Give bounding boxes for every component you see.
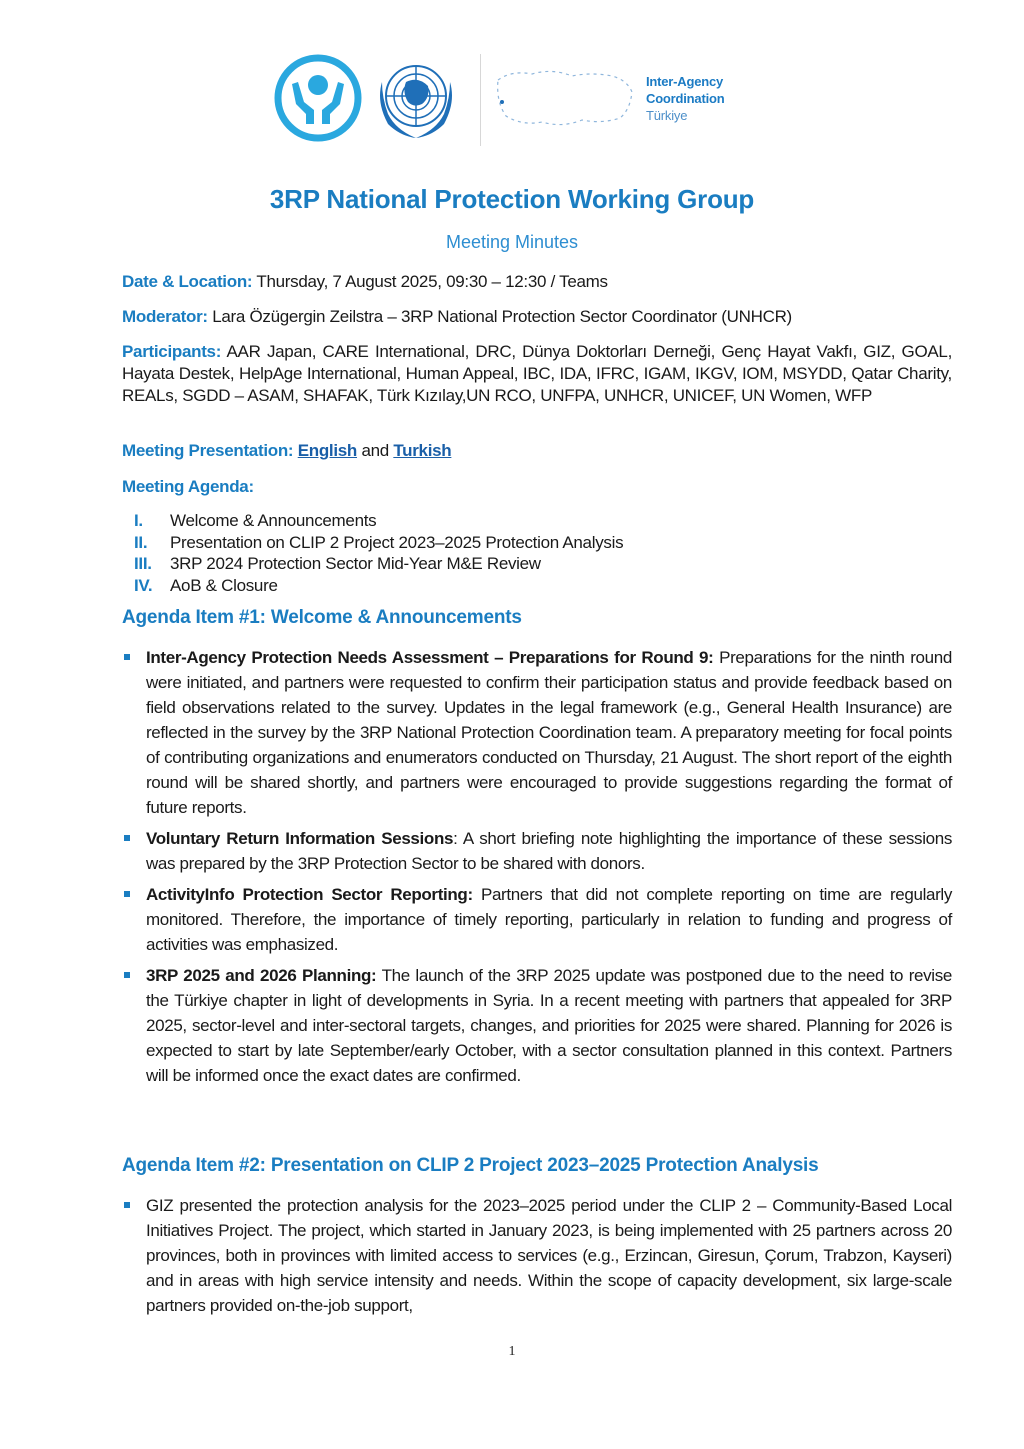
agenda-item <box>122 575 623 597</box>
iac-line-1: Inter-Agency <box>646 74 724 89</box>
bullet-text: Preparations for the ninth round were initiated, and partners were requested to confirm their participation status and provide feedback based on field observations related to the survey. Updates in the legal framework (e.g., General Health Insurance) are reflected in the survey by the 3RP National Protection Coordination team. A preparatory meeting for focal points of contributing organizations and enumerators conducted on Thursday, 21 August. The short report of the eighth round will be shared shortly, and partners were encouraged to provide suggestions regarding the format of future reports. <box>146 648 952 817</box>
unhcr-hands-icon <box>274 54 362 142</box>
section-heading-agenda-2: Agenda Item #2: Presentation on CLIP 2 Project 2023–2025 Protection Analysis <box>122 1155 819 1176</box>
agenda-text: 3RP 2024 Protection Sector Mid-Year M&E Review <box>170 554 541 573</box>
iac-line-3: Türkiye <box>646 108 688 123</box>
iac-logo-text <box>646 73 724 124</box>
agenda-text: Presentation on CLIP 2 Project 2023–2025 Protection Analysis <box>170 532 624 552</box>
date-location <box>122 271 952 293</box>
section-2-bullets <box>122 1193 952 1324</box>
bullet-text: Partners that did not complete reporting on time are regularly monitored. Therefore, the importance of timely reporting, particularly in relation to funding and progress of activities was emphasized. <box>146 885 952 954</box>
bullet-item <box>122 963 952 1088</box>
presentation-link-english[interactable]: English <box>297 441 358 460</box>
participants-label: Participants: <box>122 342 222 361</box>
presentation-link-turkish[interactable]: Turkish <box>393 441 452 460</box>
bullet-title: 3RP 2025 and 2026 Planning: <box>146 966 377 985</box>
date-label: Date & Location: <box>122 272 253 291</box>
agenda-text: AoB & Closure <box>170 575 278 595</box>
agenda-item <box>122 553 623 575</box>
bullet-item <box>122 826 952 876</box>
section-heading-agenda-1: Agenda Item #1: Welcome & Announcements <box>122 607 522 628</box>
agenda-number: IV. <box>134 575 153 595</box>
bullet-item <box>122 1193 952 1318</box>
section-1-bullets <box>122 645 952 1094</box>
bullet-item <box>122 882 952 957</box>
agenda-item <box>122 532 623 554</box>
agenda-heading <box>122 476 952 498</box>
bullet-title: ActivityInfo Protection Sector Reporting: <box>146 885 473 904</box>
bullet-square-icon <box>124 891 130 897</box>
bullet-title: Inter-Agency Protection Needs Assessment – Preparations for Round 9: <box>146 648 714 667</box>
un-emblem-icon <box>370 52 462 144</box>
turkiye-map-icon <box>492 62 637 134</box>
bullet-item <box>122 645 952 820</box>
bullet-square-icon <box>124 654 130 660</box>
header-logos <box>274 52 744 147</box>
iac-line-2: Coordination <box>646 91 725 106</box>
logo-divider <box>480 54 481 146</box>
moderator-label: Moderator: <box>122 307 208 326</box>
date-value: Thursday, 7 August 2025, 09:30 – 12:30 / Teams <box>252 272 608 291</box>
document-subtitle: Meeting Minutes <box>445 232 579 252</box>
moderator-value: Lara Özügergin Zeilstra – 3RP National Protection Sector Coordinator (UNHCR) <box>207 307 792 326</box>
agenda-number: I. <box>134 511 143 530</box>
participants-value: AAR Japan, CARE International, DRC, Dünya Doktorları Derneği, Genç Hayat Vakfı, GIZ, GOAL, Hayata Destek, HelpAge International, Human Appeal, IBC, IDA, IFRC, IGAM, IKGV, IOM, MSYDD, Qatar Charity, REALs, SGDD – ASAM, SHAFAK, Türk Kızılay,UN RCO, UNFPA, UNHCR, UNICEF, UN Women, WFP <box>122 342 952 405</box>
agenda-number: III. <box>134 554 152 573</box>
moderator <box>122 306 952 328</box>
bullet-square-icon <box>124 1202 130 1208</box>
agenda-text: Welcome & Announcements <box>170 511 377 530</box>
agenda-item <box>122 510 623 532</box>
page-number: 1 <box>508 1344 516 1359</box>
bullet-text: GIZ presented the protection analysis for the 2023–2025 period under the CLIP 2 – Community-Based Local Initiatives Project. The project, which started in January 2023, is being implemented with 25 partners across 20 provinces, both in provinces with limited access to services (e.g., Erzincan, Giresun, Çorum, Trabzon, Kayseri) and in areas with high service intensity and needs. Within the scope of capacity development, six large-scale partners provided on-the-job support, <box>146 1196 952 1315</box>
bullet-title: Voluntary Return Information Sessions <box>146 829 454 848</box>
bullet-text: : A short briefing note highlighting the importance of these sessions was prepared by the 3RP Protection Sector to be shared with donors. <box>146 829 952 873</box>
document-title: 3RP National Protection Working Group <box>269 184 755 214</box>
bullet-square-icon <box>124 972 130 978</box>
agenda-label: Meeting Agenda: <box>122 477 254 496</box>
meeting-presentation <box>122 440 952 462</box>
agenda-number: II. <box>134 532 148 552</box>
presentation-label: Meeting Presentation: <box>122 441 294 460</box>
presentation-and: and <box>357 441 394 460</box>
bullet-square-icon <box>124 835 130 841</box>
participants <box>122 341 952 407</box>
agenda-list <box>122 510 623 596</box>
bullet-text: The launch of the 3RP 2025 update was postponed due to the need to revise the Türkiye chapter in light of developments in Syria. In a recent meeting with partners that appealed for 3RP 2025, sector-level and inter-sectoral targets, changes, and priorities for 2025 were shared. Planning for 2026 is expected to start by late September/early October, with a sector consultation planned in this context. Partners will be informed once the exact dates are confirmed. <box>146 966 952 1085</box>
